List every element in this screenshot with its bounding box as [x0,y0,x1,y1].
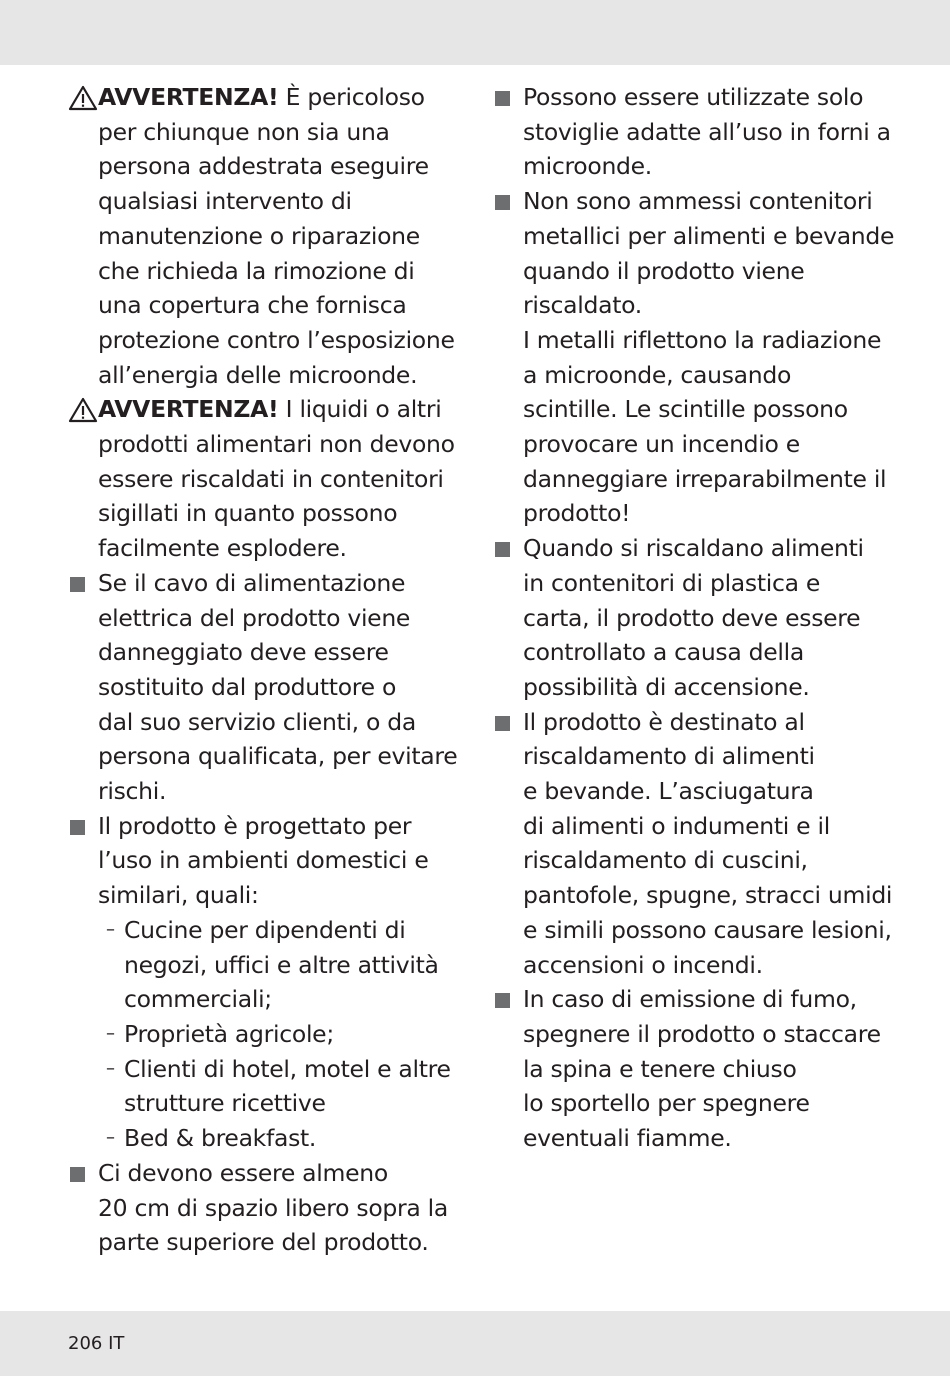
sub-list-item [98,1017,468,1052]
dash-marker: – [106,1057,115,1079]
page-number: 206 IT [68,1333,125,1354]
text-line: Bed & breakfast. [124,1124,317,1153]
text-line: carta, il prodotto deve essere [523,603,861,632]
text-line: riscaldamento di cuscini, [523,846,808,875]
square-bullet-icon [70,577,85,592]
bullet-item [493,705,893,983]
text-line: strutture ricettive [124,1089,326,1118]
bullet-item [493,982,893,1156]
text-line: scintille. Le scintille possono [523,395,848,424]
warning-paragraph [68,392,468,566]
text-line: metallici per alimenti e bevande [523,221,895,250]
bullet-item [493,184,893,531]
text-line: Clienti di hotel, motel e altre [124,1054,451,1083]
text-line: che richieda la rimozione di [98,256,415,285]
text-line: dal suo servizio clienti, o da [98,707,416,736]
warning-label: AVVERTENZA! [98,395,279,424]
text-line: di alimenti o indumenti e il [523,811,830,840]
text-line: sigillati in quanto possono [98,499,398,528]
text-line: sostituito dal produttore o [98,672,397,701]
text-line: elettrica del prodotto viene [98,603,411,632]
text-line: persona addestrata eseguire [98,152,429,181]
warning-paragraph [68,80,468,392]
right-column [493,80,893,1156]
text-line: Il prodotto è destinato al [523,707,805,736]
text-line: In caso di emissione di fumo, [523,985,857,1014]
text-line: provocare un incendio e [523,430,800,459]
text-line: l’uso in ambienti domestici e [98,846,429,875]
text-line: negozi, uffici e altre attività [124,950,439,979]
text-line: a microonde, causando [523,360,792,389]
text-line: per chiunque non sia una [98,117,390,146]
text-line: Quando si riscaldano alimenti [523,534,864,563]
warning-label: AVVERTENZA! [98,83,279,111]
text-line: eventuali fiamme. [523,1124,732,1153]
text-line: facilmente esplodere. [98,534,347,563]
text-line: una copertura che fornisca [98,291,407,320]
text-line: la spina e tenere chiuso [523,1054,797,1083]
language-code: IT [108,1333,125,1354]
text-line: in contenitori di plastica e [523,568,821,597]
text-line: riscaldato. [523,291,642,320]
dash-marker: – [106,1022,115,1044]
bullet-item [68,566,468,809]
text-line: manutenzione o riparazione [98,221,420,250]
text-line: Possono essere utilizzate solo [523,83,864,111]
square-bullet-icon [495,91,510,106]
square-bullet-icon [495,542,510,557]
bullet-item [493,531,893,705]
text-line: microonde. [523,152,652,181]
text-line: stoviglie adatte all’uso in forni a [523,117,891,146]
text-line: rischi. [98,777,167,806]
text-line: protezione contro l’esposizione [98,325,455,354]
text-line: lo sportello per spegnere [523,1089,810,1118]
sub-list-item [98,1121,468,1156]
left-column [68,80,468,1260]
footer-band [0,1311,950,1376]
square-bullet-icon [495,716,510,731]
text-line: Ci devono essere almeno [98,1158,388,1187]
text-line: prodotti alimentari non devono [98,430,455,459]
square-bullet-icon [495,993,510,1008]
square-bullet-icon [70,1167,85,1182]
text-line: pantofole, spugne, stracci umidi [523,881,893,910]
text-line: spegnere il prodotto o staccare [523,1019,881,1048]
bullet-item [68,1156,468,1260]
text-line: I metalli riflettono la radiazione [523,325,882,354]
text-line: Se il cavo di alimentazione [98,568,406,597]
header-band [0,0,950,65]
text-line: qualsiasi intervento di [98,187,352,216]
text-line: danneggiare irreparabilmente il [523,464,887,493]
text-line: persona qualificata, per evitare [98,742,458,771]
warning-triangle-icon [68,397,98,423]
text-line: parte superiore del prodotto. [98,1228,429,1257]
text-line: quando il prodotto viene [523,256,805,285]
bullet-item [493,80,893,184]
text-line: controllato a causa della [523,638,804,667]
square-bullet-icon [70,820,85,835]
text-line: similari, quali: [98,881,259,910]
text-line: danneggiato deve essere [98,638,389,667]
sub-list-item [98,1052,468,1121]
text-line: possibilità di accensione. [523,672,810,701]
text-line: e bevande. L’asciugatura [523,777,814,806]
text-line: Proprietà agricole; [124,1019,334,1048]
text-line: Non sono ammessi contenitori [523,187,873,216]
text-line: prodotto! [523,499,631,528]
text-line: AVVERTENZA! I liquidi o altri [98,395,442,424]
square-bullet-icon [495,195,510,210]
text-line: commerciali; [124,985,272,1014]
text-line: AVVERTENZA! È pericoloso [98,83,425,111]
text-line: accensioni o incendi. [523,950,763,979]
text-line: e simili possono causare lesioni, [523,915,892,944]
warning-triangle-icon [68,85,98,111]
sub-list-item [98,913,468,1017]
text-line: essere riscaldati in contenitori [98,464,444,493]
text-line: Il prodotto è progettato per [98,811,412,840]
bullet-item [68,809,468,1156]
text-line: all’energia delle microonde. [98,360,418,389]
dash-marker: – [106,918,115,940]
text-line: 20 cm di spazio libero sopra la [98,1193,448,1222]
text-line: riscaldamento di alimenti [523,742,815,771]
text-line: Cucine per dipendenti di [124,915,406,944]
dash-marker: – [106,1127,115,1149]
